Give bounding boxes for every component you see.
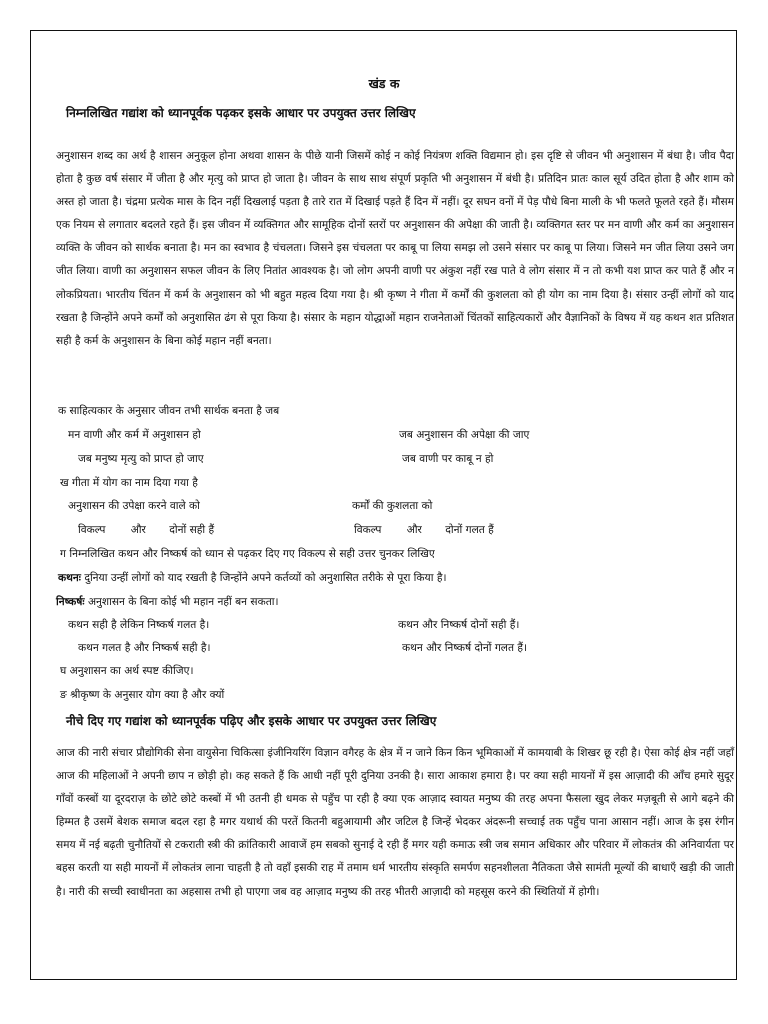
question-ga: ग निम्नलिखित कथन और निष्कर्ष को ध्यान से पढ़कर दिए गए विकल्प से सही उत्तर चुनकर लिखिए <box>60 548 435 560</box>
kathan-line <box>58 571 446 585</box>
section-title: खंड क <box>368 76 400 91</box>
question-gha: घ अनुशासन का अर्थ स्पष्ट कीजिए। <box>60 665 194 677</box>
question-ka-option-4: जब वाणी पर काबू न हो <box>402 453 494 465</box>
question-ka-option-2: जब अनुशासन की अपेक्षा की जाए <box>399 429 530 441</box>
passage-2: आज की नारी संचार प्रौद्योगिकी सेना वायुसेना चिकित्सा इंजीनियरिंग विज्ञान वगैरह के क्षेत्र में न जाने किन किन भूमिकाओं में कामयाबी के शिखर छू रही है। ऐसा कोई क्षेत्र नहीं जहाँ आज की महिलाओं ने अपनी छाप न छोड़ी हो। कह सकते हैं कि आधी नहीं पूरी दुनिया उनकी है। सारा आकाश हमारा है। पर क्या सही मायनों में इस आज़ादी की आँच हमारे सुदूर गाँवों कस्बों या दूरदराज़ के छोटे छोटे कस्बों में भी उतनी ही धमक से पहुँच पा रही है क्या एक आज़ाद स्वायत मनुष्य की तरह अपना फैसला खुद लेकर मज़बूती से आगे बढ़ने की हिम्मत है उसमें बेशक समाज बदल रहा है मगर यथार्थ की परतें कितनी बहुआयामी और जटिल है जिन्हें भेदकर अंदरूनी सच्चाई तक पहुँच पाना आसान नहीं। आज के इस रंगीन समय में नई बढ़ती चुनौतियों से टकराती स्त्री की क्रांतिकारी आवाजें हम सबको सुनाई दे रही हैं मगर यही कमाऊ स्त्री जब समान अधिकार और परिवार में लोकतंत्र की अनिवार्यता पर बहस करती या सही मायनों में लोकतंत्र लाना चाहती है तो वहाँ इसकी राह में तमाम धर्म भारतीय संस्कृति समर्पण सहनशीलता नैतिकता जैसे सामंती मूल्यों की बाधाएँ खड़ी की जाती है। नारी की सच्ची स्वाधीनता का अहसास तभी हो पाएगा जब वह आज़ाद मनुष्य की तरह भीतरी आज़ादी को महसूस करने की स्थितियों में होगी। <box>56 747 735 898</box>
nishkarsh-line <box>56 595 279 609</box>
question-kha-option-2: कर्मों की कुशलता को <box>352 500 433 512</box>
question-nga: ङ श्रीकृष्ण के अनुसार योग क्या है और क्यों <box>60 689 225 701</box>
question-kha-option-4 <box>354 523 494 537</box>
option-4-word-2: और <box>406 524 422 536</box>
question-ga-option-4: कथन और निष्कर्ष दोनों गलत हैं। <box>402 642 528 654</box>
question-ga-option-3: कथन गलत है और निष्कर्ष सही है। <box>78 642 211 654</box>
question-kha-option-1: अनुशासन की उपेक्षा करने वाले को <box>68 500 200 512</box>
question-ka-option-3: जब मनुष्य मृत्यु को प्राप्त हो जाए <box>78 453 204 465</box>
kathan-label: कथनः <box>58 572 81 584</box>
nishkarsh-text: अनुशासन के बिना कोई भी महान नहीं बन सकता। <box>87 596 279 608</box>
question-ka: क साहित्यकार के अनुसार जीवन तभी सार्थक बनता है जब <box>58 405 280 417</box>
instruction-2: नीचे दिए गए गद्यांश को ध्यानपूर्वक पढ़िए और इसके आधार पर उपयुक्त उत्तर लिखिए <box>66 714 437 728</box>
question-ka-option-1: मन वाणी और कर्म में अनुशासन हो <box>68 429 201 441</box>
option-4-word-3: दोनों गलत हैं <box>445 524 494 536</box>
question-ga-option-2: कथन और निष्कर्ष दोनों सही हैं। <box>398 619 520 631</box>
option-3-word-3: दोनों सही हैं <box>169 524 215 536</box>
passage-1: अनुशासन शब्द का अर्थ है शासन अनुकूल होना अथवा शासन के पीछे यानी जिसमें कोई न कोई नियंत्रण शक्ति विद्यमान हो। इस दृष्टि से जीवन भी अनुशासन में बंधा है। जीव पैदा होता है कुछ वर्ष संसार में जीता है और मृत्यु को प्राप्त हो जाता है। जीवन के साथ साथ संपूर्ण प्रकृति भी अनुशासन में बंधी है। प्रतिदिन प्रातः काल सूर्य उदित होता है और शाम को अस्त हो जाता है। चंद्रमा प्रत्येक मास के दिन नहीं दिखलाई पड़ता है तारे रात में दिखाई पड़ते हैं दिन में नहीं। दूर सघन वनों में पेड़ पौधे बिना माली के भी फलते फूलते रहते हैं। मौसम एक नियम से लगातार बदलते रहते हैं। इस जीवन में व्यक्तिगत और सामूहिक दोनों स्तरों पर अनुशासन की अपेक्षा की जाती है। व्यक्तिगत स्तर पर मन वाणी और कर्म का अनुशासन व्यक्ति के जीवन को सार्थक बनाता है। मन का स्वभाव है चंचलता। जिसने इस चंचलता पर काबू पा लिया समझ लो उसने संसार पर काबू पा लिया। जिसने मन जीत लिया उसने जग जीत लिया। वाणी का अनुशासन सफल जीवन के लिए नितांत आवश्यक है। जो लोग अपनी वाणी पर अंकुश नहीं रख पाते वे लोग संसार में न तो कभी यश प्राप्त कर पाते हैं और न लोकप्रियता। भारतीय चिंतन में कर्म के अनुशासन को भी बहुत महत्व दिया गया है। श्री कृष्ण ने गीता में कर्मों की कुशलता को ही योग का नाम दिया है। संसार उन्हीं लोगों को याद रखता है जिन्होंने अपने कर्मों को अनुशासित ढंग से पूरा किया है। संसार के महान योद्धाओं महान राजनेताओं चिंतकों साहित्यकारों और वैज्ञानिकों के विषय में यह कथन शत प्रतिशत सही है कर्म के अनुशासन के बिना कोई महान नहीं बनता। <box>56 150 734 347</box>
question-kha-option-3 <box>78 523 214 537</box>
nishkarsh-label: निष्कर्षः <box>56 596 85 608</box>
option-3-word-2: और <box>130 524 146 536</box>
question-kha: ख गीता में योग का नाम दिया गया है <box>60 477 198 489</box>
question-ga-option-1: कथन सही है लेकिन निष्कर्ष गलत है। <box>68 619 210 631</box>
option-4-word-1: विकल्प <box>354 524 382 536</box>
kathan-text: दुनिया उन्हीं लोगों को याद रखती है जिन्होंने अपने कर्तव्यों को अनुशासित तरीके से पूरा किया है। <box>84 572 447 584</box>
instruction-1: निम्नलिखित गद्यांश को ध्यानपूर्वक पढ़कर इसके आधार पर उपयुक्त उत्तर लिखिए <box>66 106 416 120</box>
option-3-word-1: विकल्प <box>78 524 106 536</box>
